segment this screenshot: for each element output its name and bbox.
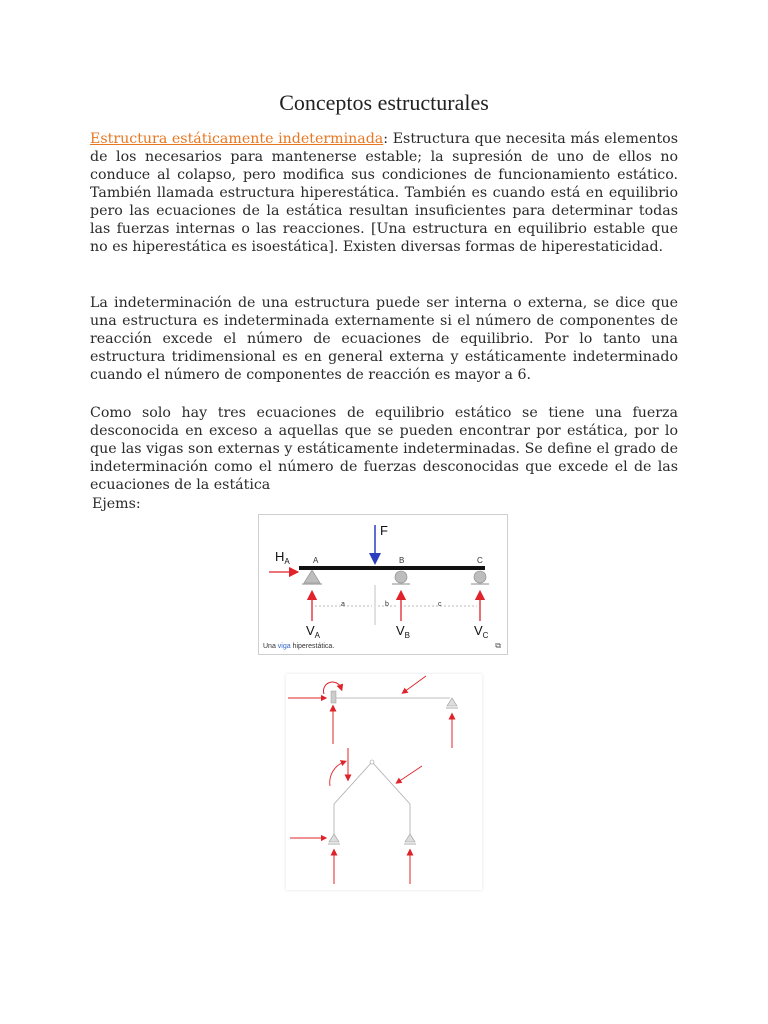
label-dim-b: b xyxy=(385,601,389,608)
figure-frame-diagram xyxy=(286,674,482,890)
frame-apex-hinge xyxy=(370,760,374,764)
pin-support-bottom-right xyxy=(405,834,415,842)
moment-arc-apex xyxy=(330,762,344,786)
label-vc: $V_C$ xyxy=(474,623,489,640)
pin-support-a xyxy=(304,570,320,583)
beam-diagram-svg xyxy=(259,515,509,641)
label-va: $V_A$ xyxy=(306,623,321,640)
frame-left-rafter xyxy=(334,762,372,804)
label-f: F xyxy=(380,523,388,538)
label-c: C xyxy=(477,556,483,565)
label-b: B xyxy=(399,556,405,565)
pin-support-top-right xyxy=(447,698,457,706)
roller-support-b xyxy=(395,571,407,583)
load-arrow-top-right xyxy=(404,676,426,692)
frame-diagram-svg xyxy=(286,674,482,890)
label-vb: $V_B$ xyxy=(396,623,411,640)
paragraph-definition xyxy=(90,130,678,256)
examples-label: Ejems: xyxy=(92,496,141,512)
paragraph-definition-text: : Estructura que necesita más elementos de los necesarios para mantenerse estable; la supresión de uno de ellos no conduce al colapso, pero modifica sus condiciones de funcionamiento estático. También llamada estructura hiperestática. También es cuando está en equilibrio pero las ecuaciones de la estática resultan insuficientes para determinar todas las fuerzas internas o las reacciones. [Una estructura en equilibrio estable que no es hiperestática es isoestática]. Existen diversas formas de hiperestaticidad. xyxy=(90,131,678,255)
figure-beam-diagram xyxy=(258,514,508,655)
term-link-estructura-indeterminada[interactable]: Estructura estáticamente indeterminada xyxy=(90,131,384,147)
load-arrow-apex-right xyxy=(398,766,422,782)
label-dim-a: a xyxy=(341,601,345,608)
roller-support-c xyxy=(474,571,486,583)
label-a: A xyxy=(313,556,319,565)
paragraph-grado: Como solo hay tres ecuaciones de equilibrio estático se tiene una fuerza desconocida en exceso a aquellas que se pueden encontrar por estática, por lo que las vigas son externas y estáticamente indeterminadas. Se define el grado de indeterminación como el número de fuerzas desconocidas que excede el de las ecuaciones de la estática xyxy=(90,405,678,493)
figure-caption: Una viga hiperestática. xyxy=(263,643,335,650)
page-title: Conceptos estructurales xyxy=(279,90,489,115)
pin-support-bottom-left xyxy=(329,834,339,842)
fixed-support-top-left xyxy=(331,691,336,703)
caption-link-viga[interactable]: viga xyxy=(277,643,291,650)
enlarge-icon[interactable]: ⧉ xyxy=(495,641,501,650)
paragraph-indeterminacion: La indeterminación de una estructura puede ser interna o externa, se dice que una estructura es indeterminada externamente si el número de componentes de reacción excede el número de ecuaciones de equilibrio. Por lo tanto una estructura tridimensional es en general externa y estáticamente indeterminado cuando el número de componentes de reacción es mayor a 6. xyxy=(90,295,678,383)
frame-right-rafter xyxy=(372,762,410,804)
label-dim-c: c xyxy=(438,601,442,608)
label-ha: $H_A$ xyxy=(275,549,290,566)
